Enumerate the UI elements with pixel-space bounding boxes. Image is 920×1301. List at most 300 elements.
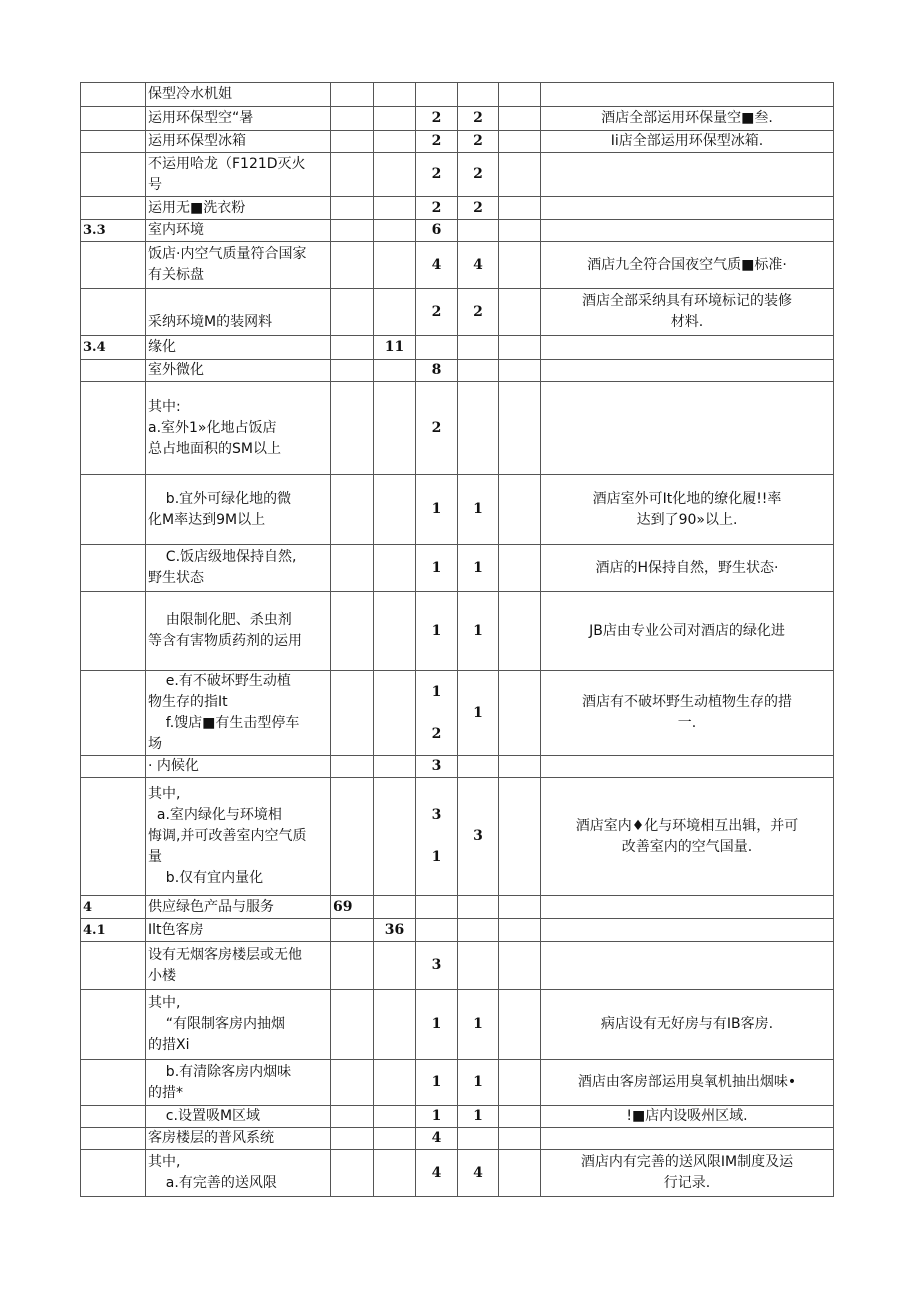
- section-number-cell: [81, 83, 146, 107]
- score-value: 1: [473, 622, 483, 639]
- score-value: 1: [431, 501, 442, 517]
- score-cell-c5: [416, 545, 458, 592]
- score-cell-c5: [416, 1060, 458, 1106]
- item-text-line: 运用无■洗衣粉: [148, 199, 246, 216]
- note-cell: [541, 475, 834, 545]
- item-text-line: 号: [148, 176, 162, 193]
- score-cell-c6: [458, 197, 499, 220]
- item-text-line: 运用环保型冰箱: [148, 133, 246, 149]
- table-row: [81, 919, 834, 942]
- score-value: 2: [431, 133, 442, 149]
- note-text-line: 酒店有不破坏野生动植物生存的措: [582, 694, 792, 710]
- score-cell-c3: [331, 1106, 374, 1128]
- score-cell-c4: [374, 545, 416, 592]
- score-cell-c5: [416, 197, 458, 220]
- score-value: 4: [473, 1164, 483, 1181]
- score-value: 36: [384, 921, 405, 938]
- note-cell: [541, 289, 834, 336]
- item-text-cell: [146, 220, 331, 242]
- score-cell-c6: [458, 382, 499, 475]
- section-number-cell: [81, 131, 146, 153]
- item-text-line: 小楼: [148, 967, 176, 984]
- score-value: 2: [473, 133, 483, 149]
- score-cell-c7: [499, 942, 541, 990]
- item-text-cell: [146, 1150, 331, 1197]
- item-text-line: 其中:: [148, 398, 181, 415]
- score-table: [80, 82, 834, 1197]
- score-cell-c6: [458, 475, 499, 545]
- note-cell: [541, 382, 834, 475]
- table-row: [81, 592, 834, 671]
- score-cell-c5: [416, 942, 458, 990]
- score-cell-c5: [416, 289, 458, 336]
- score-cell-c5: [416, 475, 458, 545]
- item-text-cell: [146, 153, 331, 197]
- item-text-cell: [146, 1060, 331, 1106]
- score-cell-c3: [331, 1128, 374, 1150]
- score-cell-c3: [331, 919, 374, 942]
- table-row: [81, 289, 834, 336]
- section-number-cell: [81, 592, 146, 671]
- score-cell-c6: [458, 131, 499, 153]
- score-cell-c6: [458, 778, 499, 896]
- score-cell-c6: [458, 1060, 499, 1106]
- note-cell: [541, 778, 834, 896]
- score-cell-c5: [416, 1106, 458, 1128]
- note-text-line: 改善室内的空气国量.: [621, 838, 753, 855]
- score-cell-c7: [499, 919, 541, 942]
- note-cell: [541, 107, 834, 131]
- section-number-cell: [81, 382, 146, 475]
- score-cell-c5: [416, 382, 458, 475]
- score-cell-c7: [499, 360, 541, 382]
- score-value: 1 2: [431, 683, 442, 742]
- score-cell-c3: [331, 382, 374, 475]
- note-cell: [541, 197, 834, 220]
- item-text-line: 保型冷水机姐: [148, 86, 232, 102]
- score-cell-c7: [499, 289, 541, 336]
- score-cell-c5: [416, 131, 458, 153]
- score-cell-c5: [416, 990, 458, 1060]
- item-text-line: c.设置吸M区域: [148, 1108, 261, 1124]
- note-text-line: 酒店室内♦化与环境相互出辑，并可: [575, 817, 799, 834]
- score-cell-c5: [416, 336, 458, 360]
- score-value: 1: [431, 559, 442, 576]
- note-cell: [541, 1106, 834, 1128]
- score-value: 3 1: [431, 807, 442, 865]
- table-row: [81, 896, 834, 919]
- score-value: 2: [431, 166, 442, 182]
- score-cell-c4: [374, 671, 416, 756]
- score-value: 1: [431, 622, 442, 639]
- section-number-cell: [81, 896, 146, 919]
- score-cell-c4: [374, 592, 416, 671]
- table-row: [81, 382, 834, 475]
- score-cell-c6: [458, 545, 499, 592]
- score-cell-c4: [374, 131, 416, 153]
- note-text-line: 一.: [677, 715, 697, 731]
- note-text-line: Ii店全部运用环保型冰箱.: [610, 133, 764, 149]
- score-cell-c3: [331, 242, 374, 289]
- score-cell-c3: [331, 778, 374, 896]
- score-cell-c4: [374, 942, 416, 990]
- score-cell-c3: [331, 475, 374, 545]
- item-text-line: 其中,: [148, 786, 181, 802]
- score-cell-c3: [331, 896, 374, 919]
- score-cell-c6: [458, 360, 499, 382]
- section-number-cell: [81, 778, 146, 896]
- item-text-cell: [146, 919, 331, 942]
- score-cell-c5: [416, 153, 458, 197]
- item-text-line: 等含有害物质药剂的运用: [148, 633, 302, 649]
- item-text-cell: [146, 545, 331, 592]
- table-row: [81, 220, 834, 242]
- score-value: 2: [473, 199, 483, 216]
- score-cell-c7: [499, 1106, 541, 1128]
- score-cell-c4: [374, 756, 416, 778]
- table-row: [81, 83, 834, 107]
- score-value: 2: [473, 110, 483, 126]
- item-text-cell: [146, 83, 331, 107]
- score-cell-c4: [374, 336, 416, 360]
- item-text-cell: [146, 592, 331, 671]
- item-text-line: 量: [148, 849, 162, 865]
- score-cell-c5: [416, 83, 458, 107]
- score-cell-c7: [499, 242, 541, 289]
- score-cell-c4: [374, 475, 416, 545]
- score-cell-c3: [331, 592, 374, 671]
- score-cell-c6: [458, 942, 499, 990]
- item-text-cell: [146, 942, 331, 990]
- score-cell-c7: [499, 131, 541, 153]
- section-number-cell: [81, 289, 146, 336]
- score-value: 3: [473, 828, 483, 844]
- score-cell-c6: [458, 919, 499, 942]
- item-text-line: 设有无烟客房楼层或无他: [148, 946, 302, 963]
- score-cell-c6: [458, 107, 499, 131]
- item-text-line: 由限制化肥、杀虫剂: [148, 612, 292, 628]
- score-cell-c6: [458, 153, 499, 197]
- note-text-line: !■店内设吸州区域.: [626, 1108, 748, 1124]
- note-text-line: 酒店全部运用环保量空■叁.: [601, 110, 773, 126]
- item-text-line: C.饭店级地保持自然,: [148, 549, 297, 565]
- table-row: [81, 242, 834, 289]
- item-text-line: 物生存的指It: [148, 694, 228, 710]
- score-cell-c4: [374, 197, 416, 220]
- score-cell-c6: [458, 896, 499, 919]
- item-text-line: Ilt色客房: [148, 921, 204, 938]
- item-text-cell: [146, 107, 331, 131]
- score-cell-c3: [331, 545, 374, 592]
- score-value: 69: [333, 898, 353, 915]
- score-value: 1: [473, 1016, 483, 1032]
- score-cell-c7: [499, 592, 541, 671]
- score-value: 1: [431, 1108, 442, 1124]
- note-cell: [541, 671, 834, 756]
- item-text-line: 的措*: [148, 1084, 183, 1101]
- score-cell-c4: [374, 919, 416, 942]
- score-cell-c4: [374, 360, 416, 382]
- score-cell-c4: [374, 83, 416, 107]
- score-cell-c7: [499, 83, 541, 107]
- score-cell-c6: [458, 990, 499, 1060]
- score-cell-c5: [416, 360, 458, 382]
- score-cell-c3: [331, 131, 374, 153]
- item-text-cell: [146, 671, 331, 756]
- score-cell-c6: [458, 220, 499, 242]
- item-text-line: 有关标盘: [148, 267, 204, 283]
- score-cell-c4: [374, 1150, 416, 1197]
- score-value: 2: [431, 199, 442, 216]
- score-value: 1: [473, 559, 483, 576]
- section-number-cell: [81, 360, 146, 382]
- note-text-line: 病店设有无好房与有IB客房.: [600, 1016, 774, 1032]
- item-text-line: [148, 291, 328, 312]
- table-row: [81, 1106, 834, 1128]
- section-number-cell: [81, 153, 146, 197]
- score-value: 1: [473, 501, 483, 517]
- score-cell-c3: [331, 83, 374, 107]
- item-text-line: 采纳环境M的装网料: [148, 314, 273, 330]
- score-value: 3: [431, 957, 442, 973]
- note-cell: [541, 1060, 834, 1106]
- table-body: [81, 83, 834, 1197]
- item-text-line: 饭店·内空气质量符合国家: [148, 246, 307, 262]
- score-cell-c6: [458, 592, 499, 671]
- table-row: [81, 990, 834, 1060]
- score-cell-c7: [499, 336, 541, 360]
- score-cell-c4: [374, 896, 416, 919]
- score-value: 1: [473, 704, 483, 721]
- section-number-cell: [81, 475, 146, 545]
- note-text-line: 行记录.: [663, 1175, 711, 1191]
- score-cell-c5: [416, 919, 458, 942]
- section-number-cell: [81, 242, 146, 289]
- table-row: [81, 671, 834, 756]
- score-cell-c5: [416, 1150, 458, 1197]
- note-text-line: 酒店室外可It化地的缭化履!!率: [592, 490, 782, 507]
- item-text-cell: [146, 242, 331, 289]
- score-cell-c5: [416, 756, 458, 778]
- section-number-cell: [81, 1106, 146, 1128]
- score-cell-c7: [499, 153, 541, 197]
- item-text-line: a.室外1»化地占饭店: [148, 419, 277, 436]
- table-row: [81, 942, 834, 990]
- score-cell-c6: [458, 83, 499, 107]
- item-text-line: e.有不破坏野生动植: [148, 673, 291, 689]
- item-text-line: b.宜外可绿化地的微: [148, 490, 292, 507]
- item-text-line: 不运用哈龙（F121D灭火: [148, 155, 306, 172]
- table-row: [81, 475, 834, 545]
- item-text-line: a.室内绿化与环境相: [148, 807, 282, 823]
- note-cell: [541, 1150, 834, 1197]
- score-cell-c4: [374, 382, 416, 475]
- item-text-line: 野生状态: [148, 570, 204, 586]
- score-cell-c3: [331, 153, 374, 197]
- score-cell-c4: [374, 153, 416, 197]
- score-cell-c3: [331, 220, 374, 242]
- note-cell: [541, 131, 834, 153]
- score-cell-c3: [331, 942, 374, 990]
- score-cell-c4: [374, 242, 416, 289]
- table-row: [81, 336, 834, 360]
- item-text-line: 缘化: [148, 339, 176, 355]
- score-cell-c5: [416, 592, 458, 671]
- score-cell-c7: [499, 197, 541, 220]
- note-text-line: 酒店的H保持自然，野生状态·: [595, 559, 779, 576]
- item-text-cell: [146, 382, 331, 475]
- score-cell-c7: [499, 220, 541, 242]
- score-cell-c7: [499, 756, 541, 778]
- score-value: 1: [473, 1074, 483, 1090]
- table-row: [81, 197, 834, 220]
- section-number-cell: [81, 990, 146, 1060]
- score-cell-c5: [416, 220, 458, 242]
- section-number: 4.1: [83, 922, 106, 938]
- section-number-cell: [81, 1150, 146, 1197]
- table-row: [81, 131, 834, 153]
- score-cell-c7: [499, 382, 541, 475]
- section-number: 3.4: [83, 340, 106, 355]
- score-cell-c6: [458, 1128, 499, 1150]
- note-text-line: 酒店九全符合国夜空气质■标准·: [587, 256, 787, 273]
- section-number-cell: [81, 545, 146, 592]
- item-text-line: b.仅有宜内量化: [148, 870, 264, 886]
- score-cell-c3: [331, 1150, 374, 1197]
- section-number-cell: [81, 336, 146, 360]
- note-text-line: 达到了90»以上.: [636, 511, 738, 528]
- item-text-line: 悔调,并可改善室内空气质: [148, 828, 307, 844]
- score-value: 1: [431, 1016, 442, 1032]
- item-text-line: 的措Xi: [148, 1037, 190, 1053]
- item-text-cell: [146, 778, 331, 896]
- score-cell-c7: [499, 107, 541, 131]
- note-cell: [541, 592, 834, 671]
- note-cell: [541, 1128, 834, 1150]
- score-value: 2: [431, 303, 442, 320]
- score-value: 3: [431, 758, 442, 774]
- score-value: 4: [431, 256, 442, 273]
- section-number-cell: [81, 919, 146, 942]
- item-text-cell: [146, 1106, 331, 1128]
- score-cell-c3: [331, 197, 374, 220]
- note-cell: [541, 896, 834, 919]
- item-text-line: 运用环保型空“暑: [148, 110, 254, 126]
- item-text-cell: [146, 131, 331, 153]
- table-row: [81, 360, 834, 382]
- score-cell-c7: [499, 990, 541, 1060]
- note-cell: [541, 545, 834, 592]
- score-cell-c4: [374, 778, 416, 896]
- item-text-line: “有限制客房内抽烟: [148, 1016, 286, 1032]
- section-number-cell: [81, 942, 146, 990]
- score-cell-c3: [331, 360, 374, 382]
- section-number-cell: [81, 197, 146, 220]
- score-cell-c5: [416, 1128, 458, 1150]
- score-cell-c4: [374, 1060, 416, 1106]
- section-number-cell: [81, 1128, 146, 1150]
- score-cell-c7: [499, 778, 541, 896]
- note-cell: [541, 756, 834, 778]
- score-cell-c3: [331, 990, 374, 1060]
- score-cell-c7: [499, 1150, 541, 1197]
- item-text-line: 总占地面积的SM以上: [148, 440, 281, 457]
- score-cell-c3: [331, 107, 374, 131]
- score-value: 8: [431, 362, 442, 378]
- score-value: 2: [473, 303, 483, 320]
- note-text-line: 酒店内有完善的送风限IM制度及运: [580, 1154, 794, 1170]
- item-text-line: · 内候化: [148, 758, 199, 774]
- note-text-line: 材料.: [670, 314, 704, 330]
- item-text-line: 化M率达到9M以上: [148, 511, 266, 528]
- score-cell-c3: [331, 671, 374, 756]
- item-text-cell: [146, 756, 331, 778]
- item-text-cell: [146, 360, 331, 382]
- score-value: 2: [473, 166, 483, 182]
- score-cell-c7: [499, 1128, 541, 1150]
- note-cell: [541, 220, 834, 242]
- item-text-cell: [146, 197, 331, 220]
- score-cell-c3: [331, 336, 374, 360]
- score-cell-c4: [374, 220, 416, 242]
- section-number: 4: [83, 899, 93, 915]
- item-text-line: 其中,: [148, 995, 181, 1011]
- item-text-cell: [146, 336, 331, 360]
- score-value: 4: [431, 1164, 442, 1181]
- item-text-cell: [146, 289, 331, 336]
- section-number: 3.3: [83, 223, 106, 238]
- score-value: 1: [473, 1108, 483, 1124]
- item-text-line: 室内环境: [148, 222, 204, 238]
- score-cell-c7: [499, 475, 541, 545]
- item-text-cell: [146, 1128, 331, 1150]
- note-cell: [541, 242, 834, 289]
- score-cell-c7: [499, 896, 541, 919]
- score-cell-c6: [458, 671, 499, 756]
- score-cell-c6: [458, 289, 499, 336]
- score-cell-c4: [374, 107, 416, 131]
- section-number-cell: [81, 107, 146, 131]
- score-cell-c3: [331, 289, 374, 336]
- section-number-cell: [81, 756, 146, 778]
- note-text-line: 酒店全部采纳具有环境标记的装修: [582, 293, 792, 309]
- section-number-cell: [81, 1060, 146, 1106]
- score-cell-c7: [499, 671, 541, 756]
- item-text-line: b.有清除客房内烟味: [148, 1063, 292, 1080]
- section-number-cell: [81, 220, 146, 242]
- table-row: [81, 545, 834, 592]
- note-cell: [541, 360, 834, 382]
- score-value: 2: [431, 419, 442, 436]
- score-cell-c7: [499, 1060, 541, 1106]
- score-cell-c7: [499, 545, 541, 592]
- score-value: 4: [473, 256, 483, 273]
- score-cell-c4: [374, 1128, 416, 1150]
- item-text-cell: [146, 475, 331, 545]
- item-text-line: 其中,: [148, 1154, 181, 1170]
- score-cell-c3: [331, 1060, 374, 1106]
- item-text-line: a.有完善的送风限: [148, 1175, 277, 1191]
- score-cell-c5: [416, 107, 458, 131]
- score-cell-c6: [458, 1150, 499, 1197]
- score-cell-c6: [458, 1106, 499, 1128]
- note-cell: [541, 990, 834, 1060]
- score-cell-c5: [416, 671, 458, 756]
- table-row: [81, 153, 834, 197]
- item-text-line: 场: [148, 736, 162, 752]
- score-value: 6: [431, 222, 442, 238]
- item-text-line: 供应绿色产品与服务: [148, 898, 274, 915]
